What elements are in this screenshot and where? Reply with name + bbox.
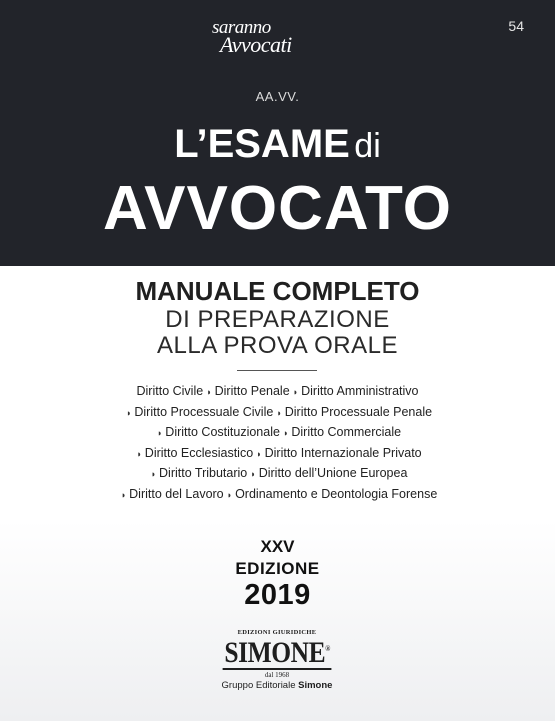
bullet-icon: ◗ xyxy=(226,489,233,500)
series-number: 54 xyxy=(508,18,524,34)
bullet-icon: ◗ xyxy=(256,448,262,459)
subjects-line xyxy=(0,485,555,506)
bullet-icon: ◗ xyxy=(282,428,289,438)
subtitle-line1: MANUALE COMPLETO xyxy=(135,276,420,306)
subjects-line xyxy=(0,382,555,403)
registered-mark: ® xyxy=(325,643,330,653)
bullet-icon: ◗ xyxy=(206,387,212,397)
publisher-name-text: SIMONE xyxy=(224,635,326,669)
bullet-icon: ◗ xyxy=(136,448,142,459)
bullet-icon: ◗ xyxy=(156,428,163,438)
series-logo xyxy=(212,18,352,56)
subjects-line xyxy=(0,423,555,444)
subject-item: Diritto Penale xyxy=(214,384,290,398)
subject-item: Diritto dell’Unione Europea xyxy=(258,466,408,480)
subject-item: Diritto Tributario xyxy=(159,466,248,480)
edition-block xyxy=(0,538,555,610)
bullet-icon: ◗ xyxy=(276,407,282,418)
subject-item: Diritto Amministrativo xyxy=(301,384,419,398)
divider xyxy=(237,370,317,371)
subject-item: Diritto del Lavoro xyxy=(129,486,224,501)
subject-item: Diritto Processuale Civile xyxy=(134,404,274,419)
subjects-line xyxy=(0,464,555,485)
title-line1 xyxy=(0,124,555,164)
edition-number: XXV xyxy=(260,537,295,556)
title-esame: L’ESAME xyxy=(174,122,350,166)
subjects-list xyxy=(0,382,555,505)
bullet-icon: ◗ xyxy=(292,387,299,397)
series-logo-line2: Avvocati xyxy=(220,32,292,57)
publisher-since: dal 1968 xyxy=(264,670,290,679)
subject-item: Diritto Commerciale xyxy=(291,425,402,439)
subject-item: Ordinamento e Deontologia Forense xyxy=(235,486,438,501)
subject-item: Diritto Processuale Penale xyxy=(284,404,433,419)
publisher-logo xyxy=(212,630,342,690)
subjects-line xyxy=(0,403,555,424)
publisher-group-name: Simone xyxy=(298,679,333,691)
publisher-group xyxy=(212,681,342,691)
bullet-icon: ◗ xyxy=(150,469,157,479)
series-logo-line1: saranno xyxy=(212,17,271,38)
edition-year: 2019 xyxy=(244,579,311,611)
title-di: di xyxy=(354,127,381,165)
subject-item: Diritto Internazionale Privato xyxy=(264,445,422,460)
authors: AA.VV. xyxy=(255,89,300,104)
publisher-top-line: EDIZIONI GIURIDICHE xyxy=(237,629,317,636)
edition-label: EDIZIONE xyxy=(235,559,320,578)
subtitle-line3: ALLA PROVA ORALE xyxy=(156,332,398,359)
bullet-icon: ◗ xyxy=(125,407,132,418)
bullet-icon: ◗ xyxy=(120,489,127,500)
subjects-line xyxy=(0,444,555,465)
subject-item: Diritto Costituzionale xyxy=(165,425,280,439)
publisher-group-prefix: Gruppo Editoriale xyxy=(221,679,296,691)
publisher-name xyxy=(223,635,332,670)
subject-item: Diritto Civile xyxy=(136,384,204,398)
subject-item: Diritto Ecclesiastico xyxy=(144,445,254,460)
title-avvocato: AVVOCATO xyxy=(102,174,453,243)
subtitle-line2: DI PREPARAZIONE xyxy=(165,306,390,333)
bullet-icon: ◗ xyxy=(250,469,256,479)
